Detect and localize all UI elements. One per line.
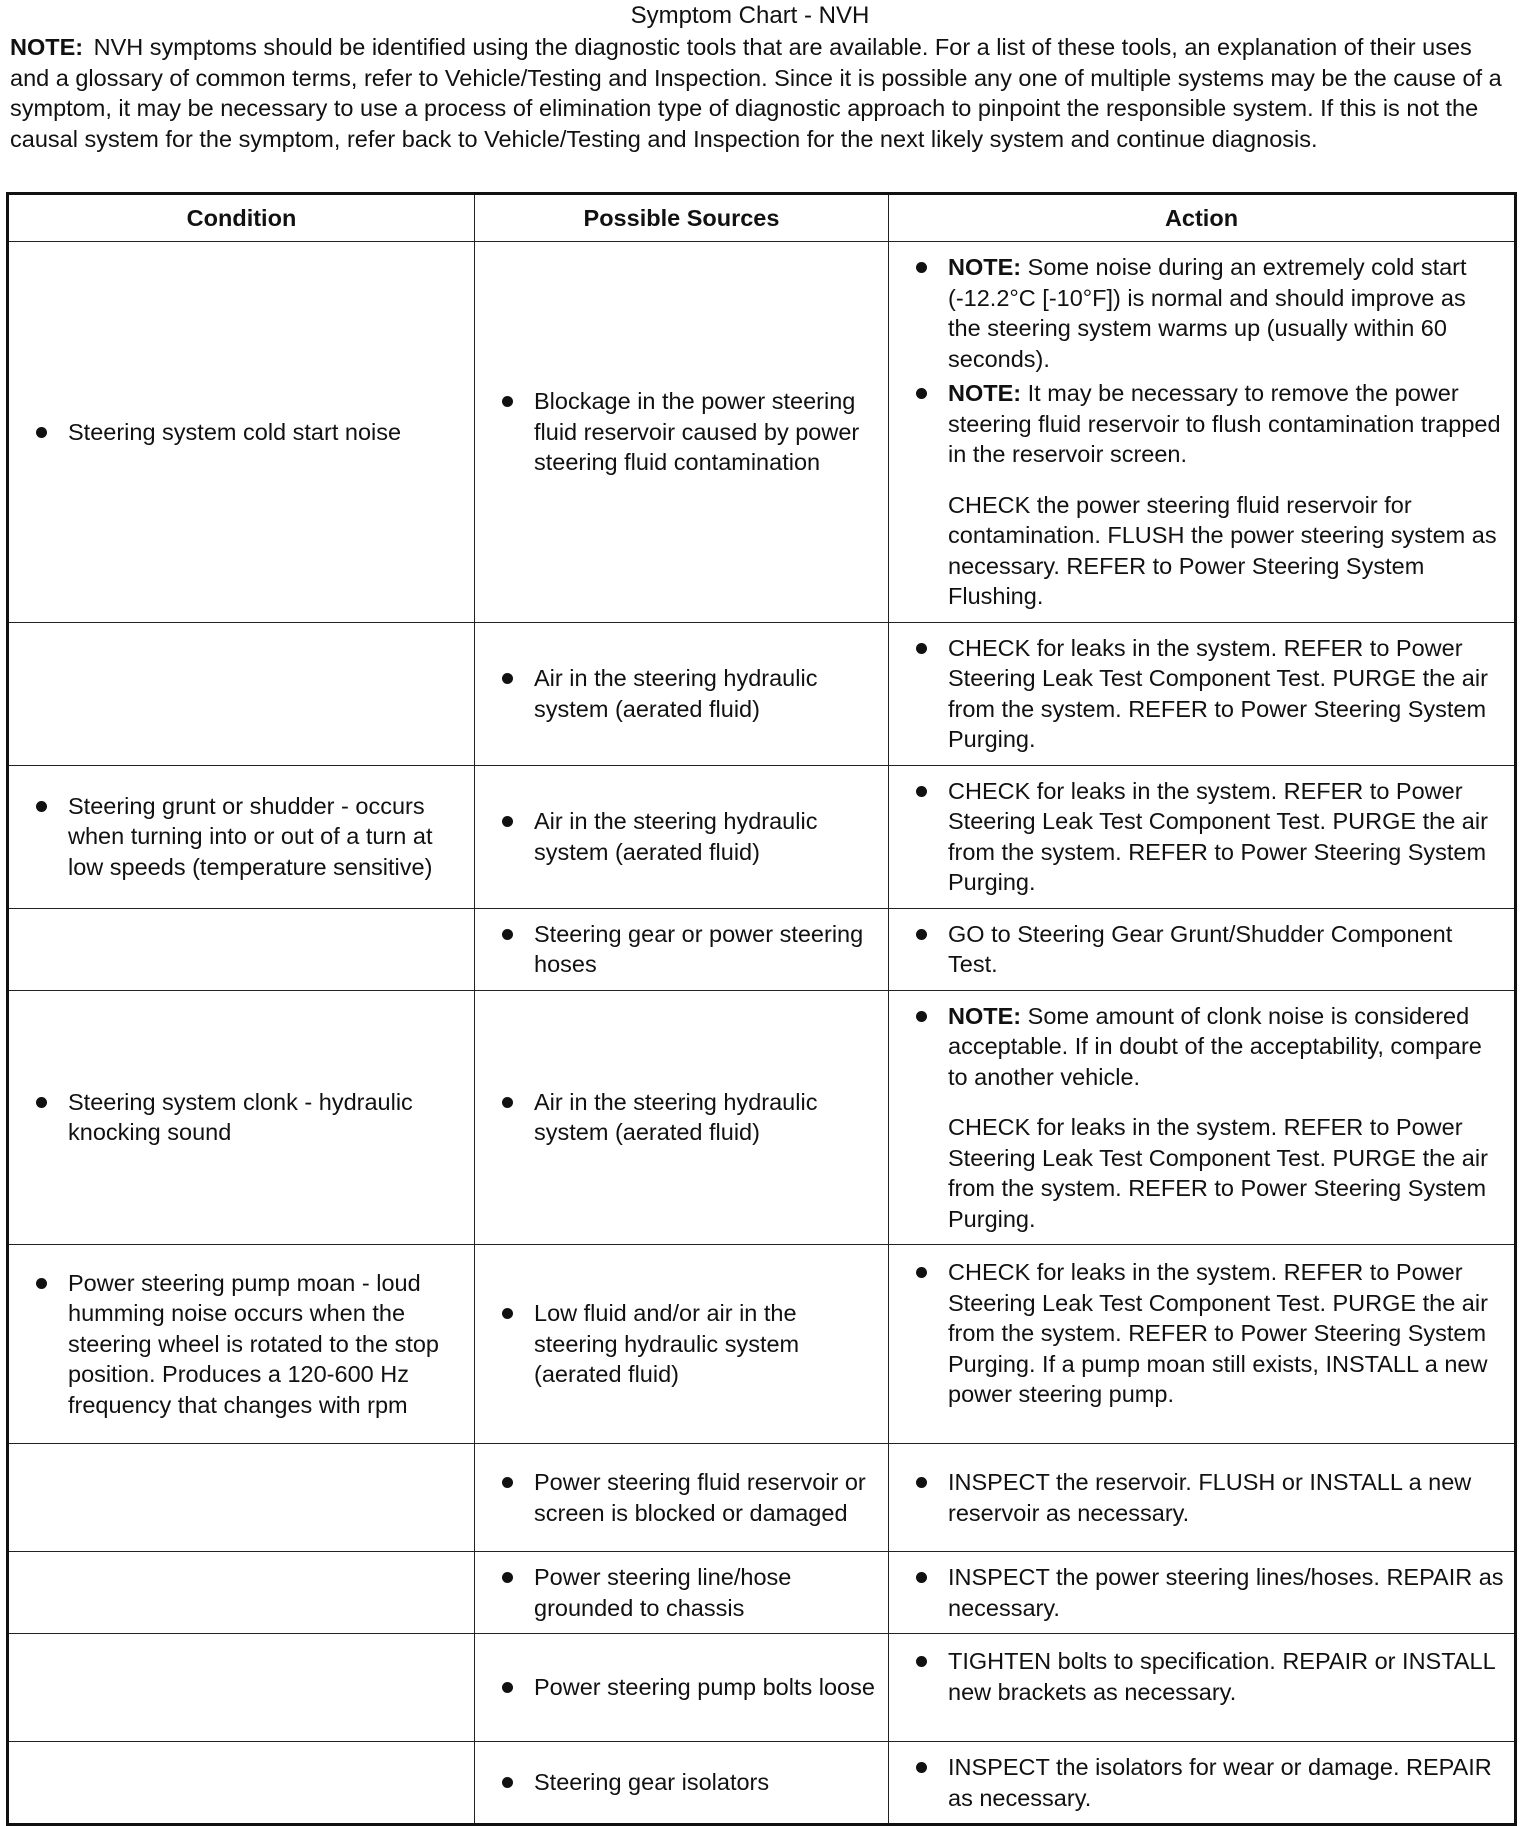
bullet-icon [916, 1656, 927, 1667]
source-cell [475, 908, 889, 990]
condition-item: Steering system cold start noise [35, 417, 464, 448]
condition-cell [8, 242, 475, 623]
action-followup: CHECK for leaks in the system. REFER to Power Steering Leak Test Component Test. PURGE the air from the system. REFER to Power Steering System Purging. [948, 1114, 1488, 1232]
source-item: Power steering line/hose grounded to chassis [501, 1562, 878, 1623]
action-cell [889, 622, 1516, 765]
action-item: NOTE: Some amount of clonk noise is considered acceptable. If in doubt of the acceptability, compare to another vehicle. [915, 1001, 1504, 1093]
table-row [8, 765, 1516, 908]
source-item: Blockage in the power steering fluid reservoir caused by power steering fluid contamination [501, 386, 878, 478]
source-item: Low fluid and/or air in the steering hydraulic system (aerated fluid) [501, 1298, 878, 1390]
action-cell [889, 908, 1516, 990]
source-cell [475, 242, 889, 623]
bullet-icon [502, 1572, 513, 1583]
bullet-icon [502, 396, 513, 407]
source-item: Steering gear isolators [501, 1767, 878, 1798]
action-item: INSPECT the power steering lines/hoses. REPAIR as necessary. [915, 1562, 1504, 1623]
source-cell [475, 765, 889, 908]
action-cell [889, 765, 1516, 908]
condition-cell [8, 765, 475, 908]
action-cell [889, 1444, 1516, 1552]
bullet-icon [916, 1762, 927, 1773]
action-cell [889, 1245, 1516, 1444]
action-item: TIGHTEN bolts to specification. REPAIR or INSTALL new brackets as necessary. [915, 1646, 1504, 1707]
header-action: Action [889, 194, 1516, 242]
condition-item: Power steering pump moan - loud humming noise occurs when the steering wheel is rotated to the stop position. Produces a 120-600 Hz frequency that changes with rpm [35, 1268, 464, 1421]
bullet-icon [916, 786, 927, 797]
table-header-row [8, 194, 1516, 242]
source-item: Air in the steering hydraulic system (aerated fluid) [501, 806, 878, 867]
condition-cell [8, 1552, 475, 1634]
bullet-icon [502, 1308, 513, 1319]
source-cell [475, 622, 889, 765]
bullet-icon [502, 673, 513, 684]
header-possible-sources: Possible Sources [475, 194, 889, 242]
bullet-icon [502, 816, 513, 827]
action-cell [889, 990, 1516, 1245]
action-item: INSPECT the reservoir. FLUSH or INSTALL a new reservoir as necessary. [915, 1467, 1504, 1528]
source-item: Air in the steering hydraulic system (aerated fluid) [501, 1087, 878, 1148]
bullet-icon [36, 1278, 47, 1289]
table-row [8, 242, 1516, 623]
condition-cell [8, 1742, 475, 1825]
table-row [8, 908, 1516, 990]
source-item: Power steering fluid reservoir or screen is blocked or damaged [501, 1467, 878, 1528]
condition-cell [8, 1634, 475, 1742]
note-label: NOTE: [10, 34, 84, 60]
bullet-icon [502, 1097, 513, 1108]
condition-cell [8, 990, 475, 1245]
bullet-icon [502, 1477, 513, 1488]
table-row [8, 622, 1516, 765]
table-row [8, 1742, 1516, 1825]
bullet-icon [916, 262, 927, 273]
bullet-icon [36, 427, 47, 438]
condition-item: Steering grunt or shudder - occurs when turning into or out of a turn at low speeds (temperature sensitive) [35, 791, 464, 883]
action-item: INSPECT the isolators for wear or damage. REPAIR as necessary. [915, 1752, 1504, 1813]
bullet-icon [916, 1477, 927, 1488]
condition-item: Steering system clonk - hydraulic knocking sound [35, 1087, 464, 1148]
note-text: NVH symptoms should be identified using the diagnostic tools that are available. For a list of these tools, an explanation of their uses and a glossary of common terms, refer to Vehicle/Testing and Inspection. Since it is possible any one of multiple systems may be the cause of a symptom, it may be necessary to use a process of elimination type of diagnostic approach to pinpoint the responsible system. If this is not the causal system for the symptom, refer back to Vehicle/Testing and Inspection for the next likely system and continue diagnosis. [10, 34, 1502, 152]
action-item: CHECK for leaks in the system. REFER to Power Steering Leak Test Component Test. PURGE the air from the system. REFER to Power Steering System Purging. If a pump moan still exists, INSTALL a new power steering pump. [915, 1257, 1504, 1410]
action-item: CHECK for leaks in the system. REFER to Power Steering Leak Test Component Test. PURGE the air from the system. REFER to Power Steering System Purging. [915, 776, 1504, 898]
header-condition: Condition [8, 194, 475, 242]
source-cell [475, 990, 889, 1245]
action-cell [889, 1634, 1516, 1742]
condition-cell [8, 1245, 475, 1444]
bullet-icon [36, 801, 47, 812]
action-item: NOTE: Some noise during an extremely cold start (-12.2°C [-10°F]) is normal and should improve as the steering system warms up (usually within 60 seconds). [915, 252, 1504, 374]
symptom-table [6, 192, 1517, 1826]
action-followup: CHECK the power steering fluid reservoir for contamination. FLUSH the power steering system as necessary. REFER to Power Steering System Flushing. [948, 491, 1497, 609]
action-cell [889, 1742, 1516, 1825]
bullet-icon [502, 1777, 513, 1788]
action-item: GO to Steering Gear Grunt/Shudder Component Test. [915, 919, 1504, 980]
table-row [8, 1552, 1516, 1634]
source-cell [475, 1444, 889, 1552]
source-cell [475, 1742, 889, 1825]
source-cell [475, 1245, 889, 1444]
intro-note [10, 32, 1510, 154]
table-row [8, 1444, 1516, 1552]
bullet-icon [502, 1682, 513, 1693]
table-row [8, 1634, 1516, 1742]
bullet-icon [916, 1267, 927, 1278]
bullet-icon [916, 643, 927, 654]
condition-cell [8, 622, 475, 765]
source-item: Air in the steering hydraulic system (aerated fluid) [501, 663, 878, 724]
source-item: Power steering pump bolts loose [501, 1672, 878, 1703]
source-cell [475, 1634, 889, 1742]
source-cell [475, 1552, 889, 1634]
page-title: Symptom Chart - NVH [630, 2, 870, 29]
action-cell [889, 1552, 1516, 1634]
condition-cell [8, 1444, 475, 1552]
bullet-icon [916, 929, 927, 940]
bullet-icon [916, 388, 927, 399]
table-row [8, 990, 1516, 1245]
source-item: Steering gear or power steering hoses [501, 919, 878, 980]
bullet-icon [502, 929, 513, 940]
bullet-icon [916, 1011, 927, 1022]
condition-cell [8, 908, 475, 990]
table-row [8, 1245, 1516, 1444]
action-item: NOTE: It may be necessary to remove the power steering fluid reservoir to flush contamination trapped in the reservoir screen. [915, 378, 1504, 470]
action-item: CHECK for leaks in the system. REFER to Power Steering Leak Test Component Test. PURGE the air from the system. REFER to Power Steering System Purging. [915, 633, 1504, 755]
bullet-icon [36, 1097, 47, 1108]
action-cell [889, 242, 1516, 623]
bullet-icon [916, 1572, 927, 1583]
